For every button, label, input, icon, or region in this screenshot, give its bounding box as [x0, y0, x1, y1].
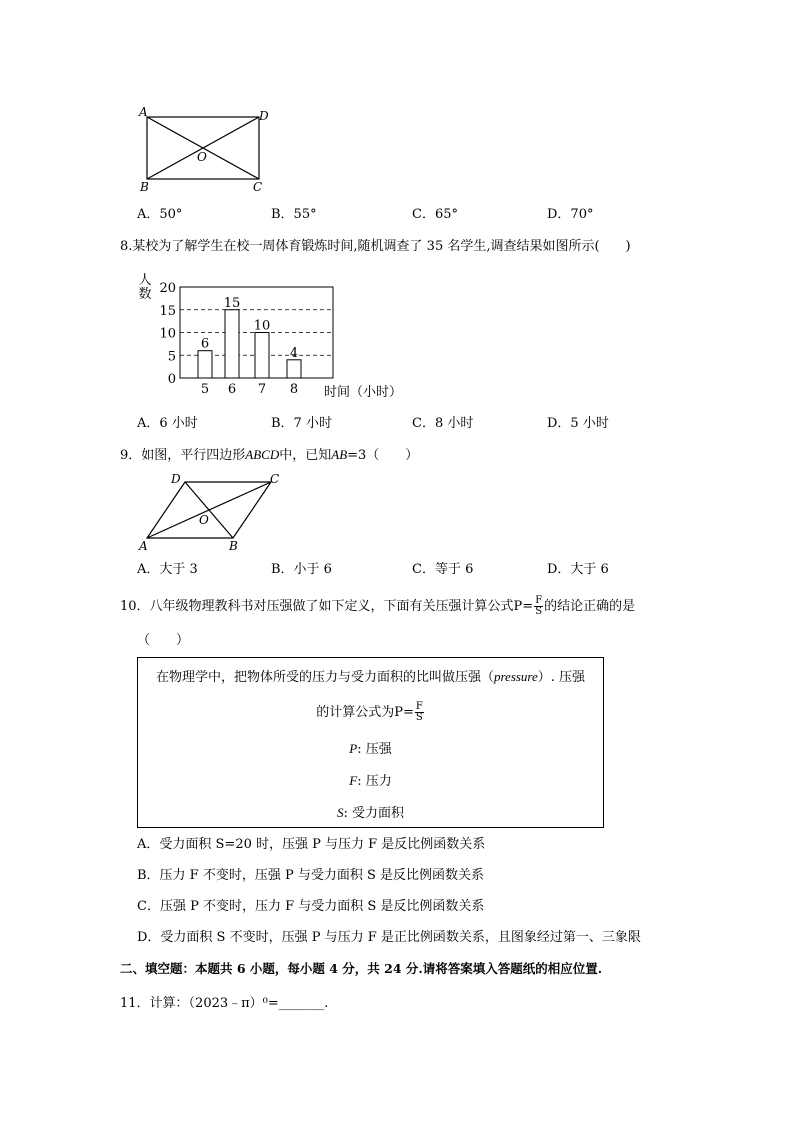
q9-option-b: B．小于 6: [271, 562, 332, 577]
x-tick-label: 6: [227, 382, 237, 397]
label-o: O: [199, 513, 209, 527]
q11-stem: 11．计算：（2023﹣π）⁰=_______.: [120, 996, 329, 1011]
fraction-f-over-s: $\frac{F}{S}$: [535, 595, 543, 617]
bar-value-label: 15: [223, 295, 241, 311]
y-tick-label: 20: [159, 281, 176, 296]
label-d: D: [171, 472, 181, 486]
q10-stem: 10．八年级物理教科书对压强做了如下定义，下面有关压强计算公式P= $\frac{F}{S}$ 的结论正确的是: [120, 595, 636, 617]
label-a: A: [139, 539, 148, 553]
bar: [198, 351, 212, 378]
bar: [255, 333, 269, 379]
label-b: B: [229, 539, 238, 553]
x-tick-label: 5: [200, 382, 210, 397]
label-c: C: [270, 472, 280, 486]
x-axis-label: 时间（小时）: [324, 385, 403, 400]
answer-blank[interactable]: _______: [278, 996, 325, 1011]
q8-option-c: C．8 小时: [412, 416, 474, 431]
q7-option-c: C．65°: [412, 207, 458, 222]
q8-option-a: A．6 小时: [137, 416, 198, 431]
y-tick-label: 15: [159, 303, 176, 319]
label-o: O: [197, 150, 207, 164]
bar-value-label: 4: [289, 345, 299, 361]
label-a: A: [139, 105, 148, 119]
bar-value-label: 6: [200, 336, 210, 352]
bar-chart: [120, 266, 440, 406]
rectangle-figure: [135, 103, 275, 195]
q7-option-b: B．55°: [271, 207, 317, 222]
q9-option-a: A．大于 3: [137, 562, 198, 577]
q10-option-d: D．受力面积 S 不变时，压强 P 与压力 F 是正比例函数关系，且图象经过第一、三象限: [137, 930, 641, 945]
q9-option-d: D．大于 6: [547, 562, 609, 577]
y-axis-label: 人: [138, 273, 152, 288]
y-tick-label: 10: [159, 326, 176, 342]
q7-option-a: A．50°: [137, 207, 183, 222]
x-tick-label: 7: [257, 382, 267, 397]
definition-p: P: 压强: [349, 741, 392, 757]
q10-option-b: B．压力 F 不变时，压强 P 与受力面积 S 是反比例函数关系: [137, 868, 485, 883]
q10-option-a: A．受力面积 S=20 时，压强 P 与压力 F 是反比例函数关系: [137, 837, 486, 852]
q9-option-c: C．等于 6: [412, 562, 474, 577]
q10-answer-paren: （ ）: [137, 633, 190, 648]
q8-option-d: D．5 小时: [547, 416, 609, 431]
y-tick-label: 5: [167, 349, 176, 365]
fraction-f-over-s: $\frac{F}{S}$: [415, 701, 423, 723]
section-heading: 二、填空题：本题共 6 小题，每小题 4 分，共 24 分.请将答案填入答题纸的相应位置.: [120, 961, 603, 976]
q9-stem: 9．如图，平行四边形ABCD中，已知AB=3（ ）: [120, 447, 419, 463]
label-b: B: [140, 180, 149, 194]
y-tick-label: 0: [167, 372, 176, 387]
q10-option-c: C．压强 P 不变时，压力 F 与受力面积 S 是反比例函数关系: [137, 899, 485, 914]
label-d: D: [259, 109, 269, 123]
y-axis-label: 数: [138, 287, 152, 302]
parallelogram-figure: [135, 470, 295, 556]
q8-stem: 8.某校为了解学生在校一周体育锻炼时间,随机调查了 35 名学生,调查结果如图所示( ): [120, 239, 631, 254]
bar-value-label: 10: [253, 318, 271, 334]
q8-option-b: B．7 小时: [271, 416, 332, 431]
bar: [225, 310, 239, 378]
bar: [287, 360, 301, 378]
definition-f: F: 压力: [349, 773, 392, 789]
definition-s: S: 受力面积: [336, 805, 404, 821]
q7-option-d: D．70°: [547, 207, 594, 222]
x-tick-label: 8: [289, 382, 299, 397]
label-c: C: [253, 180, 263, 194]
definition-line1: 在物理学中，把物体所受的压力与受力面积的比叫做压强（pressure）. 压强: [155, 669, 586, 685]
definition-line2: 的计算公式为P= $\frac{F}{S}$: [316, 701, 423, 723]
definition-box: [137, 657, 604, 828]
